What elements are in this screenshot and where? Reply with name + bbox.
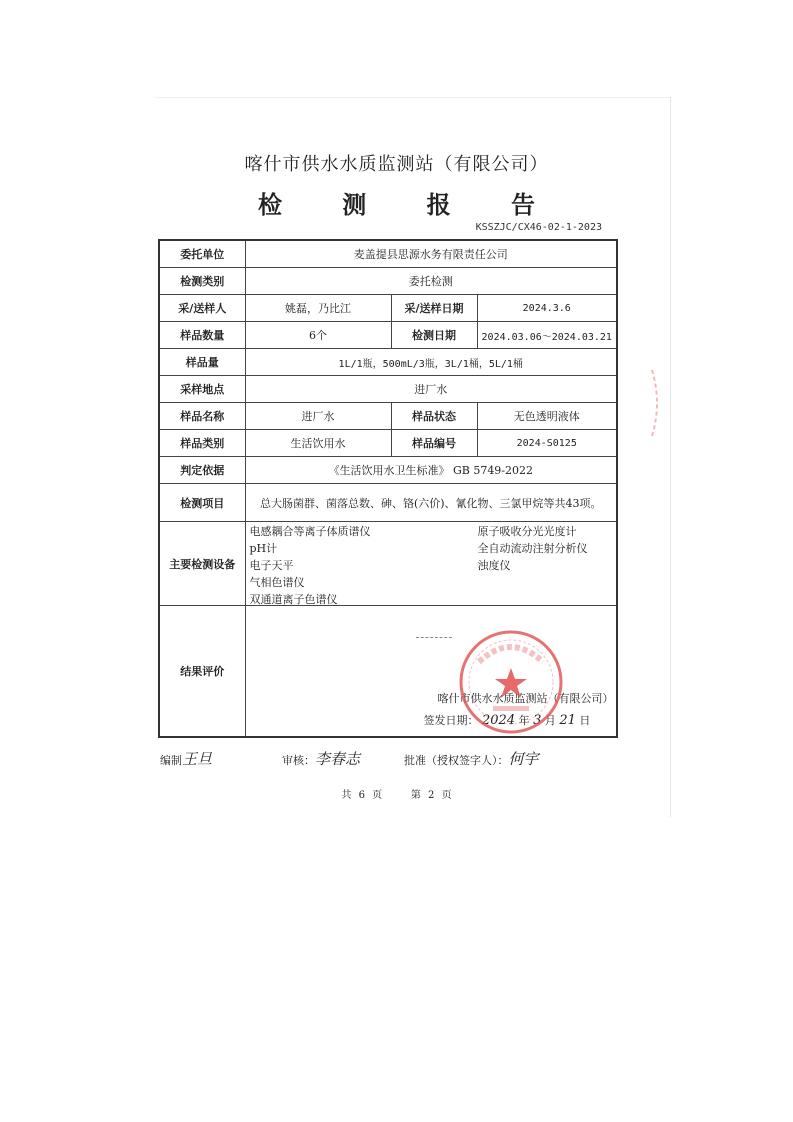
- test-type-value: 委托检测: [245, 268, 617, 295]
- location-label: 采样地点: [159, 376, 245, 403]
- equipment-item: 原子吸收分光光度计: [477, 525, 577, 538]
- issue-date-prefix: 签发日期：: [423, 714, 479, 727]
- row-basis: [159, 457, 617, 484]
- sampling-date-label: 采/送样日期: [391, 295, 477, 322]
- equipment-label: 主要检测设备: [159, 522, 245, 606]
- issue-month-unit: 月: [544, 714, 556, 727]
- equipment-item: 气相色谱仪: [249, 576, 305, 589]
- sampling-date-value: 2024.3.6: [477, 295, 617, 322]
- reviewer-signoff: [282, 748, 360, 769]
- row-items: [159, 484, 617, 522]
- basis-label: 判定依据: [159, 457, 245, 484]
- equipment-item: pH计: [249, 542, 278, 555]
- reviewer-signature: 李春志: [315, 750, 361, 768]
- page-edge-top: [155, 97, 670, 98]
- approver-label: 批准（授权签字人）：: [404, 754, 509, 767]
- partial-seal-mark: [650, 368, 664, 438]
- items-label: 检测项目: [159, 484, 245, 522]
- org-title: 喀什市供水水质监测站（有限公司）: [244, 154, 549, 175]
- sample-count-label: 样品数量: [159, 322, 245, 349]
- sample-state-label: 样品状态: [391, 403, 477, 430]
- equipment-item: 浊度仪: [477, 559, 511, 572]
- row-test-type: [159, 268, 617, 295]
- editor-label: 编制: [160, 754, 182, 767]
- sample-name-value: 进厂水: [245, 403, 391, 430]
- equipment-item: 电子天平: [249, 559, 294, 572]
- location-value: 进厂水: [245, 376, 617, 403]
- sample-category-value: 生活饮用水: [245, 430, 391, 457]
- equipment-item: 全自动流动注射分析仪: [477, 542, 588, 555]
- row-sample-count: [159, 322, 617, 349]
- row-location: [159, 376, 617, 403]
- total-pages: 共 6 页: [341, 790, 383, 801]
- sample-category-label: 样品类别: [159, 430, 245, 457]
- report-title: 检 测 报 告: [257, 190, 562, 219]
- test-date-value: 2024.03.06～2024.03.21: [477, 322, 617, 349]
- row-sample-name: [159, 403, 617, 430]
- equipment-cell: [245, 522, 617, 606]
- sample-count-value: 6个: [245, 322, 391, 349]
- approver-signoff: [404, 748, 539, 769]
- test-date-label: 检测日期: [391, 322, 477, 349]
- items-value: 总大肠菌群、菌落总数、砷、铬(六价)、氰化物、三氯甲烷等共43项。: [245, 484, 617, 522]
- sampler-value: 姚磊，乃比江: [245, 295, 391, 322]
- row-sample-category: [159, 430, 617, 457]
- sample-state-value: 无色透明液体: [477, 403, 617, 430]
- reviewer-label: 审核：: [282, 754, 315, 767]
- test-type-label: 检测类别: [159, 268, 245, 295]
- approver-signature: 何宇: [508, 750, 539, 768]
- sample-id-value: 2024-S0125: [477, 430, 617, 457]
- row-sample-volume: [159, 349, 617, 376]
- client-value: 麦盖提县思源水务有限责任公司: [245, 240, 617, 268]
- equipment-item: 双通道离子色谱仪: [249, 593, 338, 606]
- row-sampler: [159, 295, 617, 322]
- equipment-item: 电感耦合等离子体质谱仪: [249, 525, 371, 538]
- client-label: 委托单位: [159, 240, 245, 268]
- row-equipment: [159, 522, 617, 606]
- sample-volume-value: 1L/1瓶，500mL/3瓶，3L/1桶，5L/1桶: [245, 349, 617, 376]
- row-client: [159, 240, 617, 268]
- editor-signoff: [160, 748, 212, 769]
- sample-volume-label: 样品量: [159, 349, 245, 376]
- issue-day: 21: [559, 713, 576, 728]
- sample-name-label: 样品名称: [159, 403, 245, 430]
- issue-year-unit: 年: [518, 714, 530, 727]
- issue-day-unit: 日: [579, 714, 591, 727]
- faint-mark: [416, 637, 452, 639]
- issue-year: 2024: [482, 713, 516, 728]
- current-page: 第 2 页: [410, 790, 452, 801]
- report-code: KSSZJC/CX46-02-1-2023: [475, 222, 602, 233]
- equipment-list-right: [478, 523, 588, 574]
- equipment-list-left: [250, 523, 371, 606]
- sampler-label: 采/送样人: [159, 295, 245, 322]
- conclusion-org: 喀什市供水水质监测站（有限公司）: [437, 692, 614, 705]
- official-seal-stamp: [457, 628, 565, 736]
- conclusion-label: 结果评价: [159, 606, 245, 738]
- editor-signature: 王旦: [182, 750, 213, 768]
- issue-month: 3: [533, 713, 542, 728]
- page-footer: [0, 786, 793, 801]
- basis-value: 《生活饮用水卫生标准》 GB 5749-2022: [245, 457, 617, 484]
- sample-id-label: 样品编号: [391, 430, 477, 457]
